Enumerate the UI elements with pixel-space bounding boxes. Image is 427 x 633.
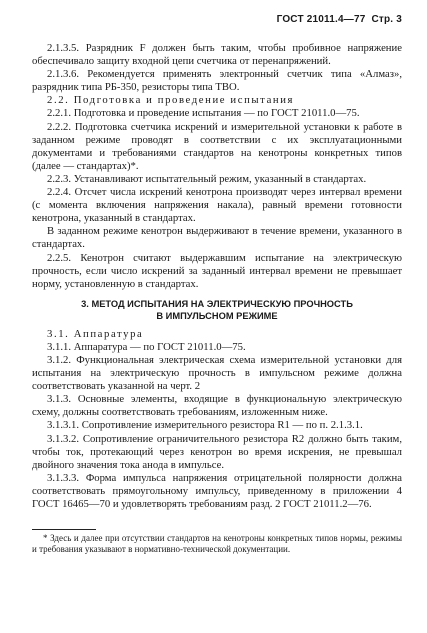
footnote-divider [32, 529, 96, 530]
paragraph-3-1-2: 3.1.2. Функциональная электрическая схема измерительной установки для испытания на электрическую прочность в импульсном режиме должна соответствовать указанной на черт. 2 [32, 353, 402, 393]
section-title-3-1: 3.1. Аппаратура [47, 327, 144, 340]
section-heading-3-line-1: 3. МЕТОД ИСПЫТАНИЯ НА ЭЛЕКТРИЧЕСКУЮ ПРОЧНОСТЬ [81, 298, 353, 309]
section-heading-3 [32, 298, 402, 322]
standard-number: ГОСТ 21011.4—77 [276, 14, 366, 25]
footnote: * Здесь и далее при отсутствии стандартов на кенотроны конкретных типов нормы, режимы и требования указывают в нормативно-технической документации. [32, 533, 402, 555]
paragraph-2-2-3: 2.2.3. Устанавливают испытательный режим, указанный в стандартах. [47, 172, 367, 185]
paragraph-3-1-3-2: 3.1.3.2. Сопротивление ограничительного резистора R2 должно быть таким, чтобы ток, протекающий через кенотрон во время искрения, не превышал двойного значения тока анода в импульсе. [32, 432, 402, 471]
section-heading-3-line-2: В ИМПУЛЬСНОМ РЕЖИМЕ [156, 310, 278, 321]
paragraph-2-2-2: 2.2.2. Подготовка счетчика искрений и измерительной установки к работе в заданном режиме проводят в соответствии с их эксплуатационными документами и требованиями стандартов на кенотроны конкретных типов (далее — стандартах)*. [32, 120, 402, 172]
page-number: Стр. 3 [371, 14, 402, 25]
paragraph-3-1-1: 3.1.1. Аппаратура — по ГОСТ 21011.0—75. [47, 340, 246, 353]
paragraph-2-2-4: 2.2.4. Отсчет числа искрений кенотрона производят через интервал времени (с момента включения напряжения накала), равный времени готовности кенотрона, указанный в стандартах. [32, 186, 402, 225]
paragraph-3-1-3-3: 3.1.3.3. Форма импульса напряжения отрицательной полярности должна соответствовать прямоугольному импульсу, приведенному в приложении 4 ГОСТ 16465—70 и удовлетворять требованиям разд. 2 ГОСТ 21011.2—76. [32, 471, 402, 510]
paragraph-3-1-3-1: 3.1.3.1. Сопротивление измерительного резистора R1 — по п. 2.1.3.1. [47, 419, 363, 432]
document-body [32, 42, 402, 555]
paragraph-2-1-3-5: 2.1.3.5. Разрядник F должен быть таким, чтобы пробивное напряжение обеспечивало защиту входной цепи счетчика от перенапряжений. [32, 42, 402, 68]
paragraph-2-1-3-6: 2.1.3.6. Рекомендуется применять электронный счетчик типа «Алмаз», разрядник типа РБ-350, резисторы типа ТВО. [32, 68, 402, 94]
section-title-2-2: 2.2. Подготовка и проведение испытания [47, 94, 295, 107]
paragraph-3-1-3: 3.1.3. Основные элементы, входящие в функциональную электрическую схему, должны соответствовать требованиям, изложенным ниже. [32, 393, 402, 419]
page-header [277, 14, 402, 25]
paragraph-2-2-4-continued: В заданном режиме кенотрон выдерживают в течение времени, указанного в стандартах. [32, 225, 402, 251]
paragraph-2-2-1: 2.2.1. Подготовка и проведение испытания — по ГОСТ 21011.0—75. [47, 107, 360, 120]
paragraph-2-2-5: 2.2.5. Кенотрон считают выдержавшим испытание на электрическую прочность, если число искрений за заданный интервал времени не превышает норму, установленную в стандартах. [32, 251, 402, 290]
